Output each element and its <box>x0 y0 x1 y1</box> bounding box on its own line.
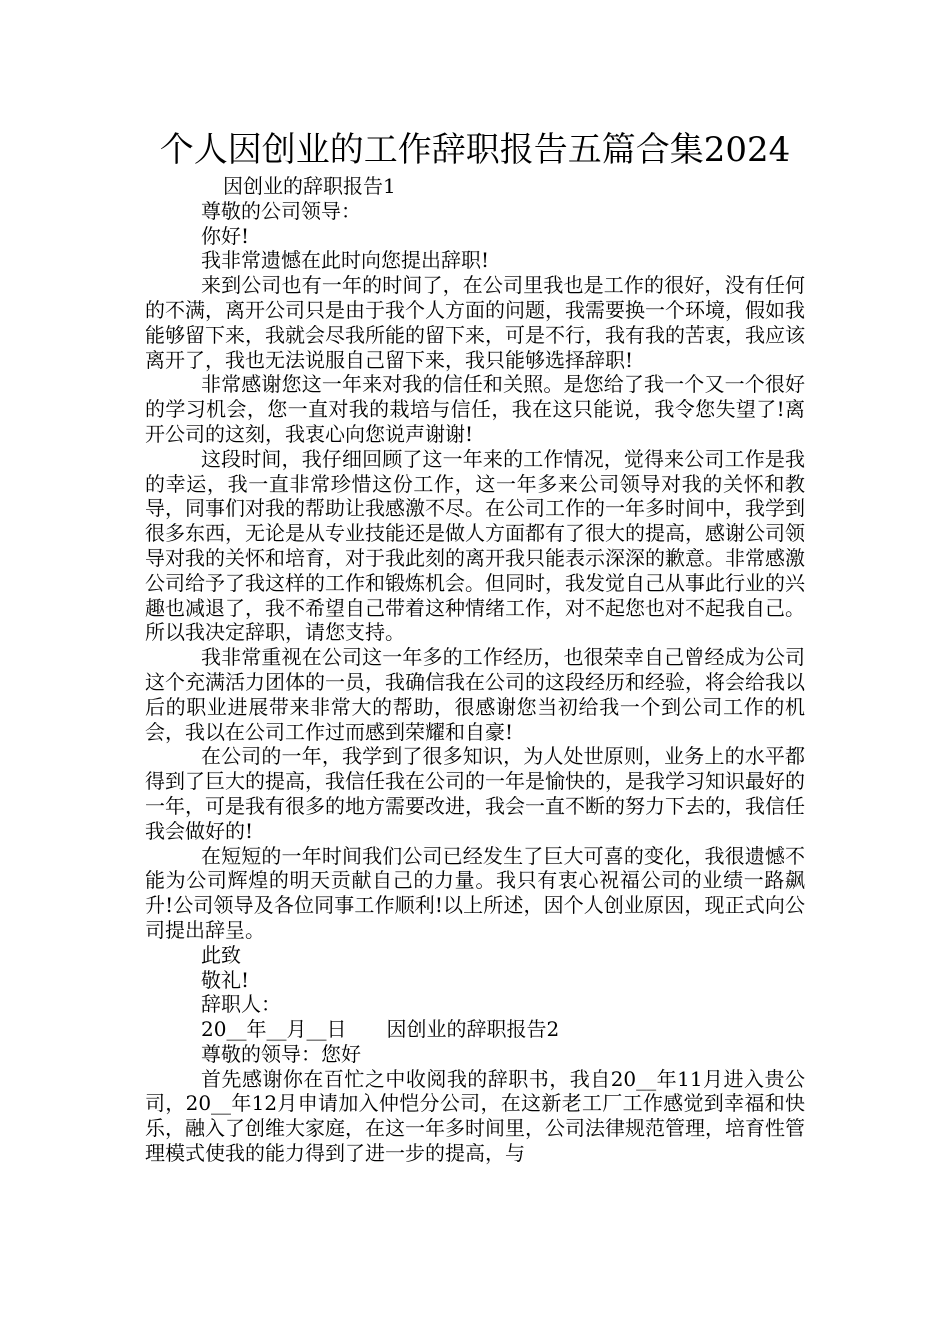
report1-paragraph-2: 非常感谢您这一年来对我的信任和关照。是您给了我一个又一个很好的学习机会，您一直对我的栽培与信任，我在这只能说，我令您失望了!离开公司的这刻，我衷心向您说声谢谢! <box>145 372 805 446</box>
report1-paragraph-6: 在短短的一年时间我们公司已经发生了巨大可喜的变化，我很遗憾不能为公司辉煌的明天贡献自己的力量。我只有衷心祝福公司的业绩一路飙升!公司领导及各位同事工作顺利!以上所述，因个人创业原因，现正式向公司提出辞呈。 <box>145 843 805 942</box>
report1-date-line: 20__年__月__日 因创业的辞职报告2 <box>201 1017 560 1042</box>
report1-paragraph-1: 来到公司也有一年的时间了，在公司里我也是工作的很好，没有任何的不满，离开公司只是由于我个人方面的问题，我需要换一个环境，假如我能够留下来，我就会尽我所能的留下来，可是不行，我有我的苦衷，我应该离开了，我也无法说服自己留下来，我只能够选择辞职! <box>145 273 805 372</box>
report1-heading: 因创业的辞职报告1 <box>223 174 396 198</box>
document-page <box>145 128 805 1166</box>
report1-paragraph-5: 在公司的一年，我学到了很多知识，为人处世原则，业务上的水平都得到了巨大的提高，我信任我在公司的一年是愉快的，是我学习知识最好的一年，可是我有很多的地方需要改进，我会一直不断的努力下去的，我信任我会做好的! <box>145 744 805 843</box>
report1-signer: 辞职人： <box>201 992 281 1017</box>
report1-greeting: 你好! <box>201 223 250 248</box>
report2-salutation: 尊敬的领导：您好 <box>201 1041 361 1066</box>
report1-intro: 我非常遗憾在此时向您提出辞职! <box>201 248 490 273</box>
report1-paragraph-4: 我非常重视在公司这一年多的工作经历，也很荣幸自己曾经成为公司这个充满活力团体的一员，我确信我在公司的这段经历和经验，将会给我以后的职业进展带来非常大的帮助，很感谢您当初给我一个到公司工作的机会，我以在公司工作过而感到荣耀和自豪! <box>145 645 805 744</box>
report1-salutation: 尊敬的公司领导： <box>201 198 361 223</box>
report1-paragraph-3: 这段时间，我仔细回顾了这一年来的工作情况，觉得来公司工作是我的幸运，我一直非常珍惜这份工作，这一年多来公司领导对我的关怀和教导，同事们对我的帮助让我感激不尽。在公司工作的一年多时间中，我学到很多东西，无论是从专业技能还是做人方面都有了很大的提高，感谢公司领导对我的关怀和培育，对于我此刻的离开我只能表示深深的歉意。非常感激公司给予了我这样的工作和锻炼机会。但同时，我发觉自己从事此行业的兴趣也减退了，我不希望自己带着这种情绪工作，对不起您也对不起我自己。所以我决定辞职，请您支持。 <box>145 446 805 645</box>
report1-closing-2: 敬礼! <box>201 967 250 992</box>
report2-paragraph-1: 首先感谢你在百忙之中收阅我的辞职书，我自20__年11月进入贵公司，20__年12月申请加入仲恺分公司，在这新老工厂工作感觉到幸福和快乐，融入了创维大家庭，在这一年多时间里，公司法律规范管理，培育性管理模式使我的能力得到了进一步的提高，与 <box>145 1066 805 1166</box>
document-title: 个人因创业的工作辞职报告五篇合集2024 <box>159 130 791 170</box>
report1-closing-1: 此致 <box>201 942 241 967</box>
